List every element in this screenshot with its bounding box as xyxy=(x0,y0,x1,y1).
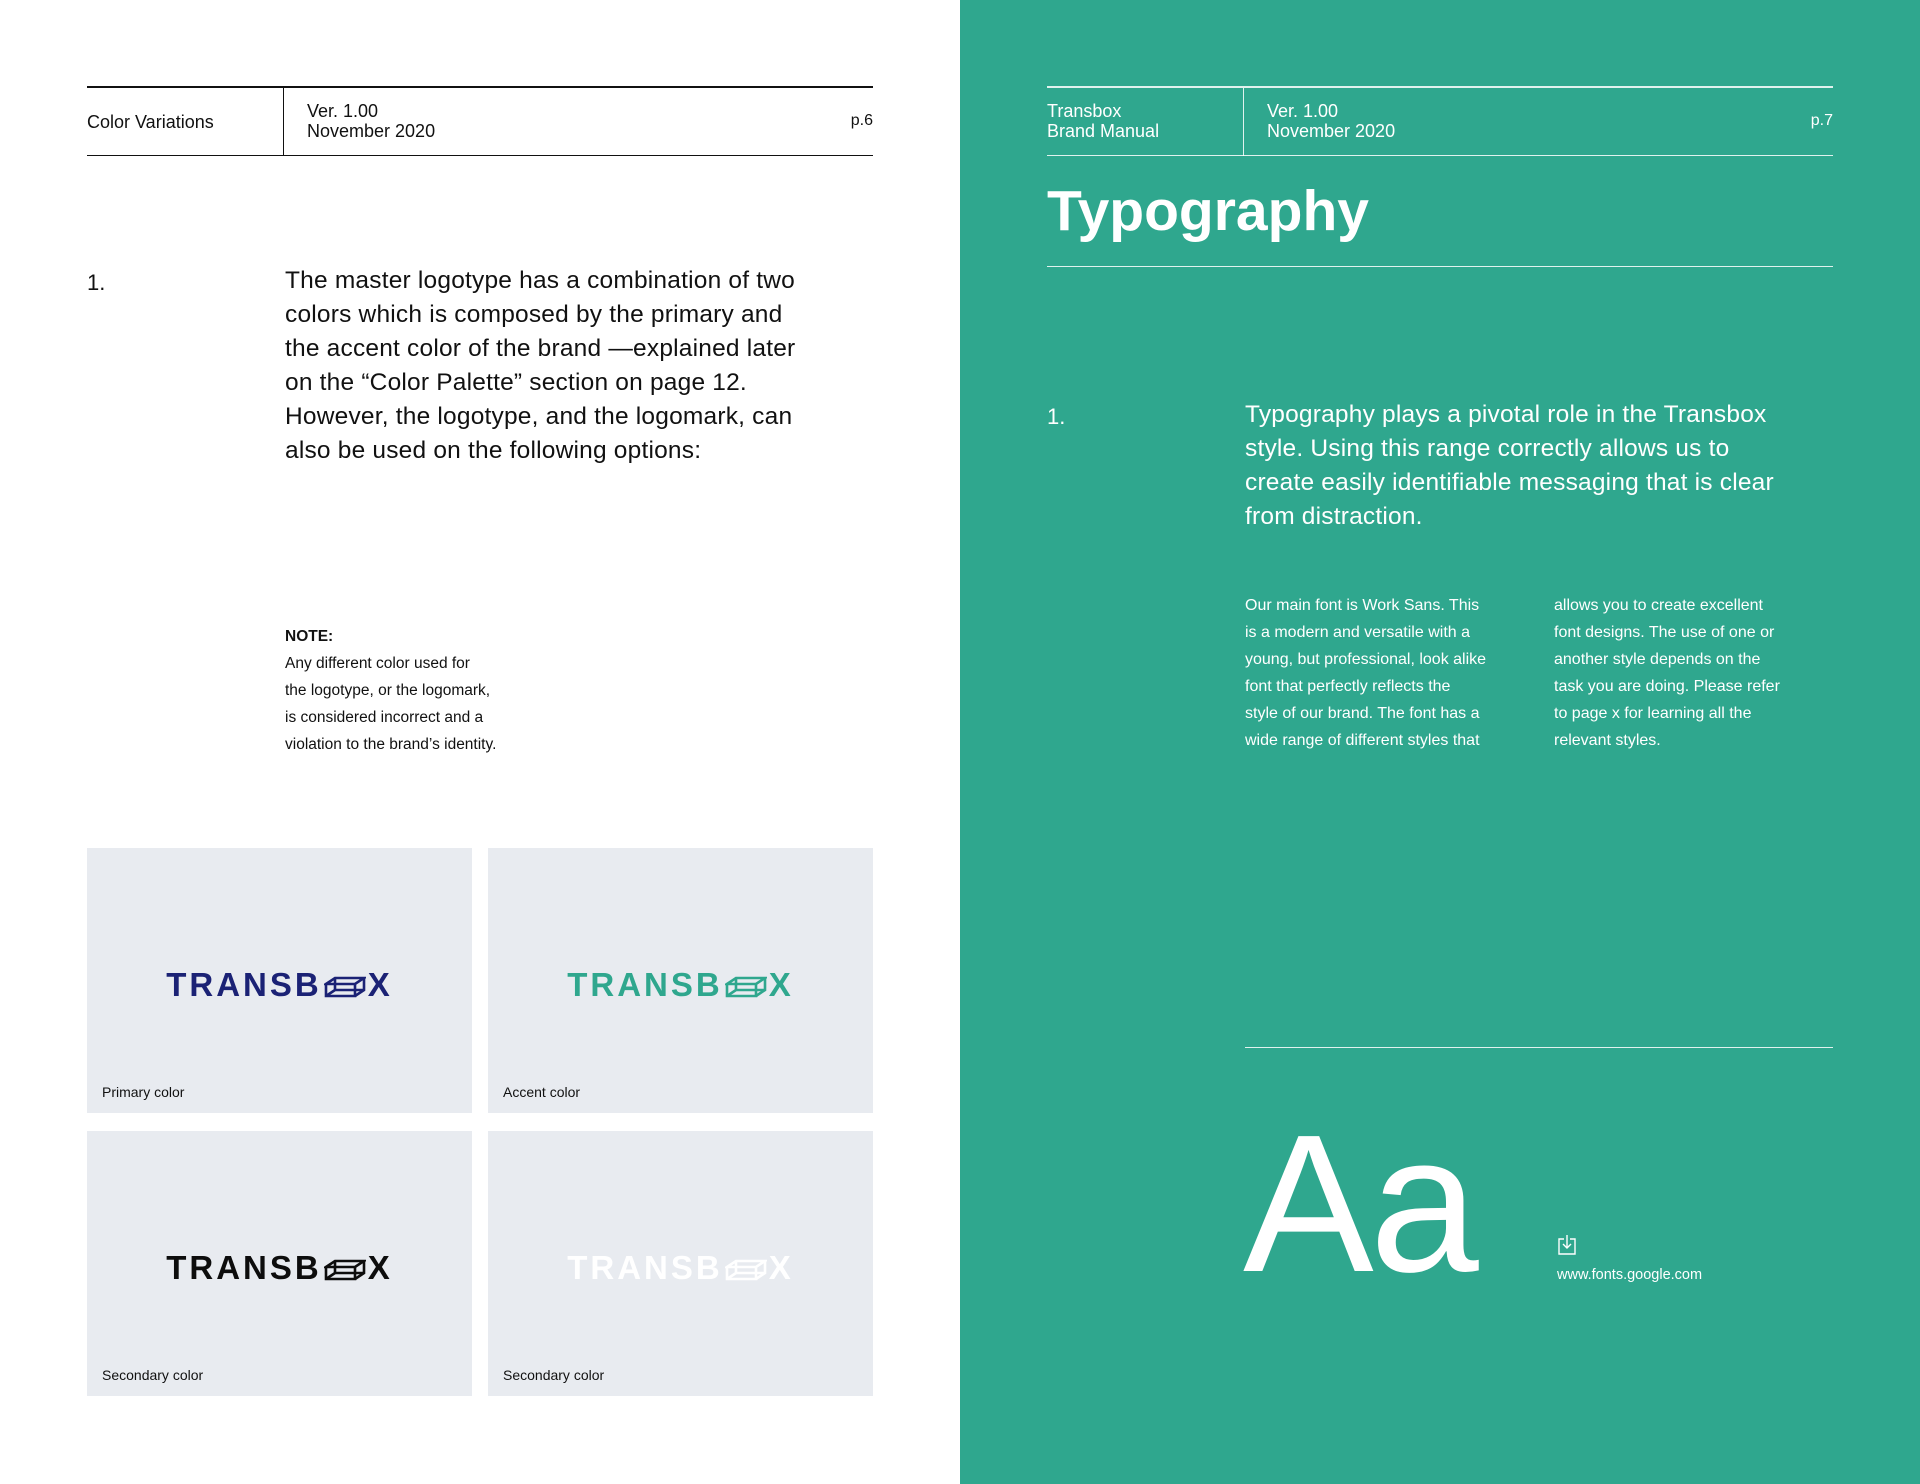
section-number: 1. xyxy=(1047,404,1066,429)
type-specimen: Aa xyxy=(1243,1094,1475,1313)
version-label: Ver. 1.00 xyxy=(1267,101,1339,121)
tile-secondary-light xyxy=(488,1131,873,1396)
intro-line: the accent color of the brand —explained later xyxy=(285,335,796,362)
intro-line: style. Using this range correctly allows us to xyxy=(1245,435,1730,462)
intro-paragraph xyxy=(1245,398,1845,534)
intro-line: Typography plays a pivotal role in the Transbox xyxy=(1245,401,1767,428)
body-line: young, but professional, look alike xyxy=(1245,651,1487,668)
page-header xyxy=(1047,86,1833,156)
tile-caption: Secondary color xyxy=(102,1367,204,1383)
wordmark-text-end: X xyxy=(768,1249,794,1286)
tile-secondary-dark xyxy=(87,1131,472,1396)
header-bottom-rule xyxy=(1047,155,1833,156)
intro-line: from distraction. xyxy=(1245,503,1423,530)
body-column-1 xyxy=(1245,592,1526,754)
body-line: another style depends on the xyxy=(1554,651,1761,668)
tile-caption: Primary color xyxy=(102,1084,185,1100)
body-line: font that perfectly reflects the xyxy=(1245,678,1451,695)
tile-accent-color xyxy=(488,848,873,1113)
header-section-title: Color Variations xyxy=(87,112,214,132)
version-date: November 2020 xyxy=(1267,121,1396,141)
note-title: NOTE: xyxy=(285,628,334,645)
specimen-rule xyxy=(1245,1047,1833,1048)
intro-line: also be used on the following options: xyxy=(285,437,702,464)
note-block xyxy=(285,623,585,758)
tile-primary-color xyxy=(87,848,472,1113)
page-typography xyxy=(960,0,1920,1484)
body-line: font designs. The use of one or xyxy=(1554,624,1775,641)
brand-name: Transbox xyxy=(1047,101,1122,121)
body-line: to page x for learning all the xyxy=(1554,705,1752,722)
download-icon[interactable] xyxy=(1557,1234,1577,1256)
intro-line: on the “Color Palette” section on page 12. xyxy=(285,369,747,396)
tile-caption: Secondary color xyxy=(503,1367,605,1383)
wordmark-text-end: X xyxy=(367,966,393,1003)
box-logomark-icon xyxy=(725,976,767,998)
section-number: 1. xyxy=(87,270,106,295)
body-line: task you are doing. Please refer xyxy=(1554,678,1780,695)
transbox-wordmark xyxy=(488,966,873,1004)
wordmark-text-end: X xyxy=(367,1249,393,1286)
header-top-rule xyxy=(1047,86,1833,88)
wordmark-text: TRANSB xyxy=(166,966,322,1003)
body-line: style of our brand. The font has a xyxy=(1245,705,1480,722)
body-line: is a modern and versatile with a xyxy=(1245,624,1470,641)
body-columns xyxy=(1245,592,1835,754)
header-top-rule xyxy=(87,86,873,88)
intro-line: create easily identifiable messaging that is clear xyxy=(1245,469,1774,496)
body-line: relevant styles. xyxy=(1554,732,1661,749)
body-line: Our main font is Work Sans. This xyxy=(1245,597,1480,614)
tile-caption: Accent color xyxy=(503,1084,581,1100)
transbox-wordmark xyxy=(87,1249,472,1287)
page-number: p.6 xyxy=(850,112,873,129)
wordmark-text-end: X xyxy=(768,966,794,1003)
header-divider xyxy=(1243,88,1244,156)
page-header xyxy=(87,86,873,156)
version-date: November 2020 xyxy=(307,121,436,141)
transbox-wordmark xyxy=(87,966,472,1004)
title-rule xyxy=(1047,266,1833,267)
header-section-title xyxy=(1047,101,1159,141)
body-line: allows you to create excellent xyxy=(1554,597,1763,614)
note-line: Any different color used for xyxy=(285,655,470,672)
header-divider xyxy=(283,88,284,156)
header-version xyxy=(1267,101,1395,141)
transbox-wordmark xyxy=(488,1249,873,1287)
manual-name: Brand Manual xyxy=(1047,121,1160,141)
body-line: wide range of different styles that xyxy=(1245,732,1480,749)
logo-variation-grid xyxy=(87,848,873,1396)
wordmark-text: TRANSB xyxy=(166,1249,322,1286)
note-line: the logotype, or the logomark, xyxy=(285,682,491,699)
box-logomark-icon xyxy=(725,1259,767,1281)
box-logomark-icon xyxy=(324,976,366,998)
body-column-2 xyxy=(1554,592,1835,754)
font-source-link[interactable]: www.fonts.google.com xyxy=(1557,1267,1703,1283)
intro-line: However, the logotype, and the logomark, can xyxy=(285,403,793,430)
note-line: violation to the brand’s identity. xyxy=(285,736,497,753)
note-line: is considered incorrect and a xyxy=(285,709,484,726)
header-version xyxy=(307,101,435,141)
intro-line: colors which is composed by the primary and xyxy=(285,301,783,328)
header-bottom-rule xyxy=(87,155,873,156)
version-label: Ver. 1.00 xyxy=(307,101,379,121)
wordmark-text: TRANSB xyxy=(567,966,723,1003)
wordmark-text: TRANSB xyxy=(567,1249,723,1286)
intro-line: The master logotype has a combination of two xyxy=(285,267,795,294)
box-logomark-icon xyxy=(324,1259,366,1281)
intro-paragraph xyxy=(285,264,875,468)
page-number: p.7 xyxy=(1810,112,1833,129)
page-title: Typography xyxy=(1047,179,1369,243)
